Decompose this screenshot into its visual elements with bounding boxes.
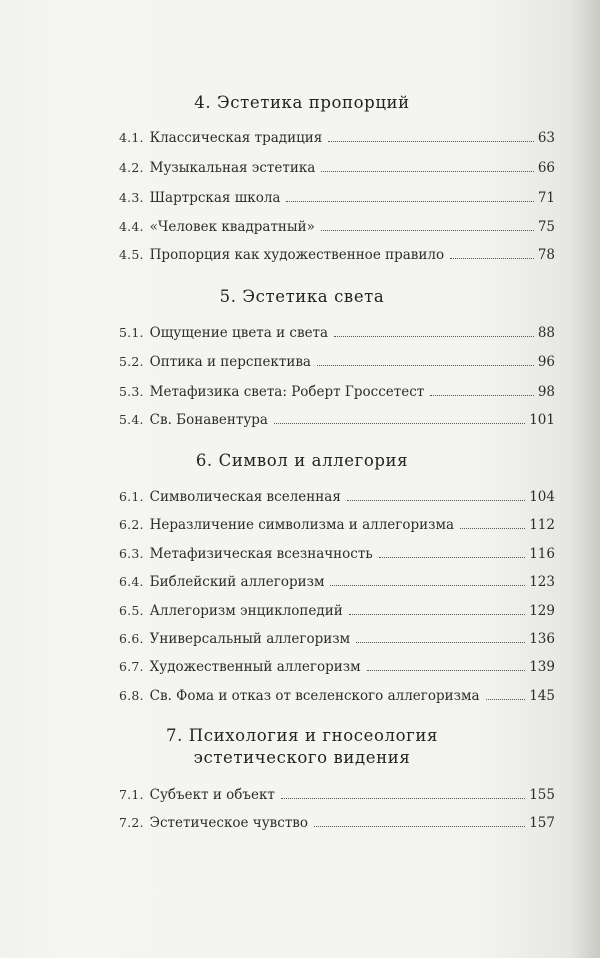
toc-entry[interactable] [119,411,555,429]
chapter-title: 4. Эстетика пропорций [194,93,410,112]
dot-leader [349,614,526,615]
entry-title: Пропорция как художественное правило [149,247,445,263]
entry-title: Субъект и объект [149,787,275,803]
toc-entry[interactable] [119,159,555,177]
toc-entry[interactable] [119,687,555,705]
dot-leader [430,395,534,396]
page-number: 66 [537,160,555,176]
entry-title: Св. Фома и отказ от вселенского аллегоризма [149,688,480,704]
entry-number: 6.2. [119,517,144,532]
toc-entry[interactable] [119,218,555,236]
dot-leader [347,500,525,501]
entry-number: 6.3. [119,546,144,561]
toc-entry[interactable] [119,602,555,620]
dot-leader [450,258,534,259]
entry-title: Ощущение цвета и света [149,325,329,341]
page-number: 136 [529,631,555,647]
entry-number: 4.5. [119,247,144,262]
entry-number: 4.1. [119,130,144,145]
entry-title: Неразличение символизма и аллегоризма [149,517,455,533]
page-number: 123 [529,574,555,590]
toc-entry[interactable] [119,324,555,342]
entry-title: «Человек квадратный» [149,219,315,235]
dot-leader [286,201,533,202]
page-number: 78 [537,247,555,263]
dot-leader [321,230,534,231]
page-number: 104 [529,489,555,505]
toc-entry[interactable] [119,189,555,207]
toc-entry[interactable] [119,516,555,534]
chapter-title: 6. Символ и аллегория [195,451,409,470]
toc-entry[interactable] [119,630,555,648]
dot-leader [317,365,534,366]
dot-leader [486,699,526,700]
entry-number: 6.6. [119,631,144,646]
chapter-title-line-2: эстетического видения [193,748,411,767]
page-number: 98 [537,384,555,400]
toc-entry[interactable] [119,383,555,401]
page-number: 101 [529,412,555,428]
entry-title: Музыкальная эстетика [149,160,316,176]
entry-title: Универсальный аллегоризм [149,631,351,647]
dot-leader [367,670,526,671]
entry-number: 4.3. [119,190,144,205]
entry-number: 5.2. [119,354,144,369]
entry-title: Метафизическая всезначность [149,546,373,562]
page-number: 116 [529,546,555,562]
toc-entry[interactable] [119,129,555,147]
entry-title: Шартрская школа [149,190,281,206]
dot-leader [321,171,533,172]
toc-entry[interactable] [119,353,555,371]
dot-leader [281,798,525,799]
dot-leader [460,528,525,529]
dot-leader [356,642,525,643]
entry-title: Библейский аллегоризм [149,574,325,590]
chapter-title: 5. Эстетика света [219,287,385,306]
entry-number: 6.1. [119,489,144,504]
page-number: 75 [537,219,555,235]
entry-title: Св. Бонавентура [149,412,268,428]
entry-title: Символическая вселенная [149,489,341,505]
entry-number: 6.5. [119,603,144,618]
entry-title: Оптика и перспектива [149,354,311,370]
entry-number: 7.1. [119,787,144,802]
toc-entry[interactable] [119,573,555,591]
page-number: 112 [529,517,555,533]
entry-number: 6.8. [119,688,144,703]
toc-entry[interactable] [119,545,555,563]
page-number: 129 [529,603,555,619]
toc-entry[interactable] [119,814,555,832]
entry-number: 5.1. [119,325,144,340]
entry-title: Художественный аллегоризм [149,659,361,675]
page-number: 145 [529,688,555,704]
dot-leader [334,336,534,337]
entry-title: Эстетическое чувство [149,815,309,831]
dot-leader [328,141,534,142]
page-number: 71 [537,190,555,206]
page-number: 63 [537,130,555,146]
page-number: 155 [529,787,555,803]
entry-number: 5.4. [119,412,144,427]
entry-number: 4.4. [119,219,144,234]
chapter-title-line-1: 7. Психология и гносеология [166,726,438,745]
dot-leader [379,557,526,558]
entry-title: Классическая традиция [149,130,323,146]
dot-leader [330,585,525,586]
entry-number: 6.4. [119,574,144,589]
toc-entry[interactable] [119,658,555,676]
dot-leader [314,826,525,827]
toc-entry[interactable] [119,488,555,506]
page-number: 88 [537,325,555,341]
toc-entry[interactable] [119,246,555,264]
entry-title: Метафизика света: Роберт Гроссетест [149,384,425,400]
entry-number: 7.2. [119,815,144,830]
page-number: 96 [537,354,555,370]
entry-number: 4.2. [119,160,144,175]
page-number: 157 [529,815,555,831]
page-number: 139 [529,659,555,675]
entry-number: 6.7. [119,659,144,674]
toc-entry[interactable] [119,786,555,804]
entry-number: 5.3. [119,384,144,399]
entry-title: Аллегоризм энциклопедий [149,603,343,619]
dot-leader [274,423,525,424]
